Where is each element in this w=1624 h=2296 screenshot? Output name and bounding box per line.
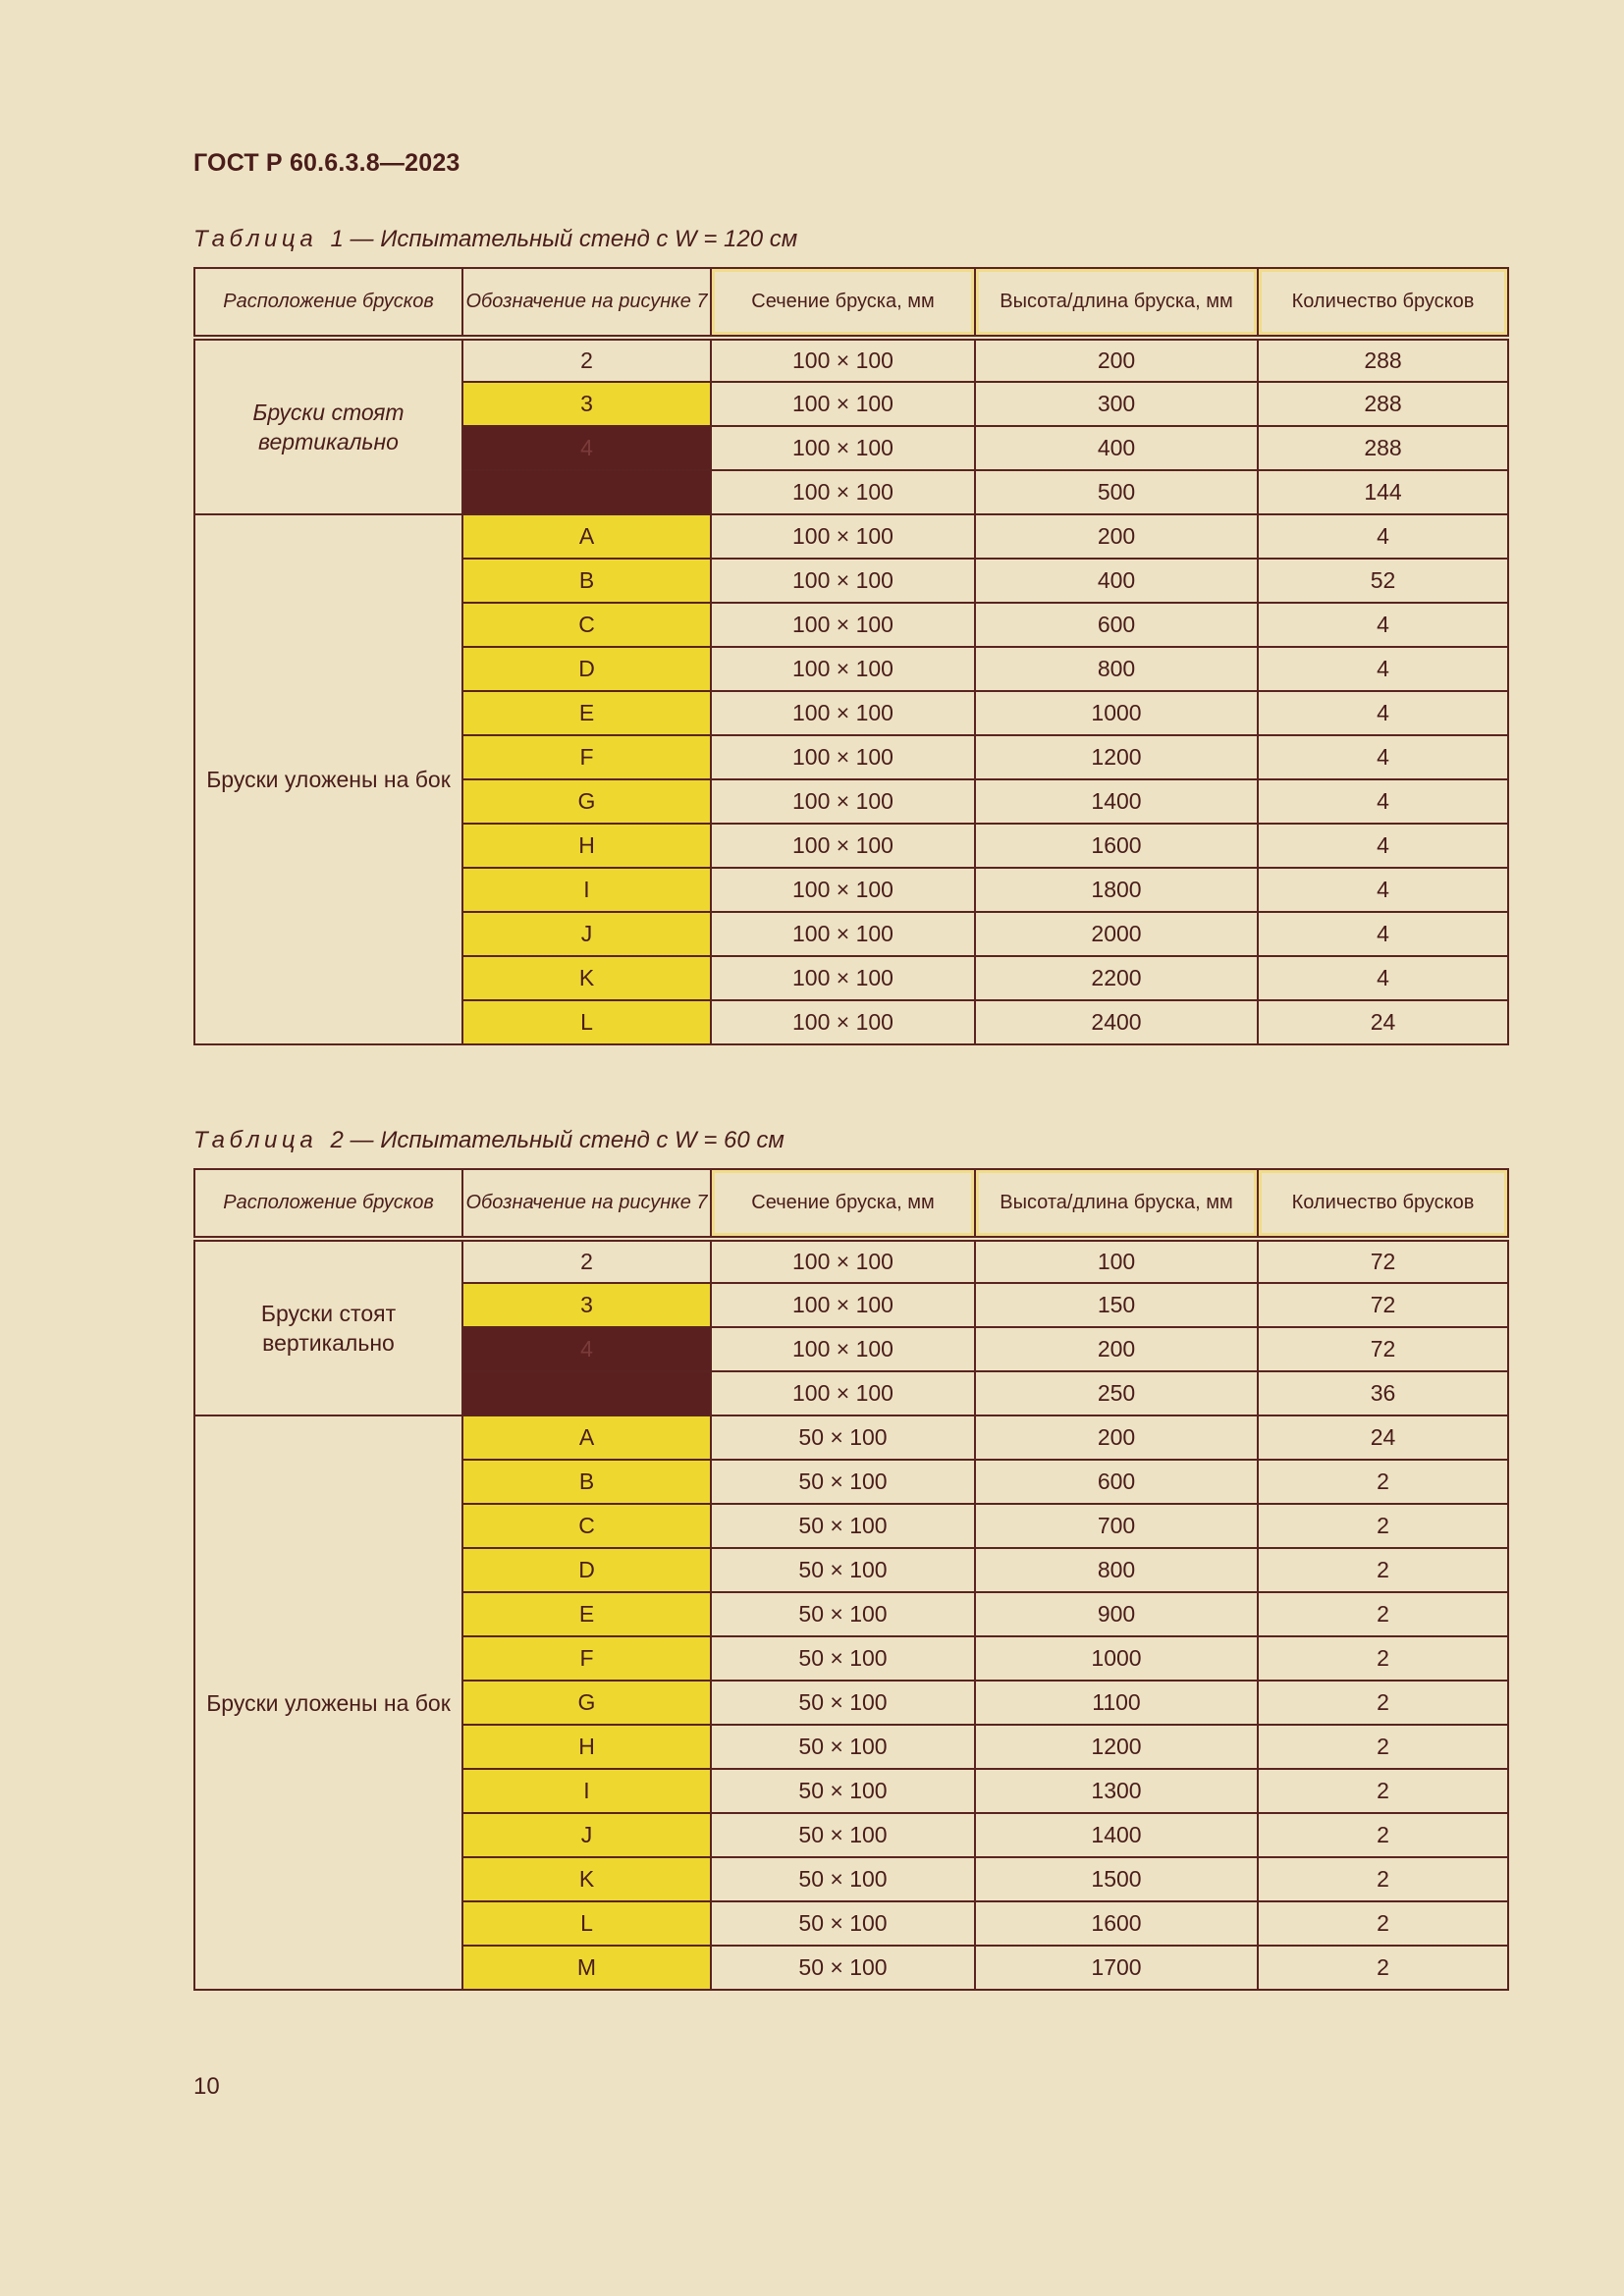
length-cell: 1800 [975, 868, 1258, 912]
designation-cell: L [462, 1000, 711, 1044]
count-cell: 4 [1258, 824, 1508, 868]
section-cell: 50 × 100 [711, 1504, 975, 1548]
designation-cell: G [462, 1681, 711, 1725]
length-cell: 1600 [975, 1901, 1258, 1946]
designation-cell: 2 [462, 1239, 711, 1283]
designation-cell: C [462, 603, 711, 647]
header-count: Количество брусков [1258, 1169, 1508, 1239]
table-row [194, 514, 1508, 559]
length-cell: 1600 [975, 824, 1258, 868]
length-cell: 100 [975, 1239, 1258, 1283]
count-cell: 288 [1258, 382, 1508, 426]
table-1 [193, 267, 1509, 1045]
designation-cell: J [462, 1813, 711, 1857]
document-code: ГОСТ Р 60.6.3.8—2023 [193, 149, 460, 177]
designation-cell: B [462, 559, 711, 603]
designation-cell: K [462, 956, 711, 1000]
count-cell: 2 [1258, 1681, 1508, 1725]
section-cell: 100 × 100 [711, 426, 975, 470]
length-cell: 1200 [975, 735, 1258, 779]
designation-cell: 2 [462, 338, 711, 382]
group-label-cell: Бруски стоят вертикально [194, 1239, 462, 1415]
length-cell: 2000 [975, 912, 1258, 956]
section-cell: 50 × 100 [711, 1592, 975, 1636]
designation-cell: K [462, 1857, 711, 1901]
designation-cell: E [462, 1592, 711, 1636]
designation-cell: 3 [462, 1283, 711, 1327]
length-cell: 1000 [975, 1636, 1258, 1681]
section-cell: 50 × 100 [711, 1636, 975, 1681]
section-cell: 50 × 100 [711, 1946, 975, 1990]
header-designation: Обозначение на рисунке 7 [462, 1169, 711, 1239]
group-label-cell: Бруски уложены на бок [194, 1415, 462, 1990]
count-cell: 2 [1258, 1813, 1508, 1857]
designation-cell: E [462, 691, 711, 735]
length-cell: 200 [975, 338, 1258, 382]
table-row [194, 1239, 1508, 1283]
page-number: 10 [193, 2073, 220, 2100]
section-cell: 100 × 100 [711, 691, 975, 735]
length-cell: 1000 [975, 691, 1258, 735]
section-cell: 100 × 100 [711, 647, 975, 691]
section-cell: 100 × 100 [711, 1327, 975, 1371]
designation-cell: B [462, 1460, 711, 1504]
length-cell: 200 [975, 1327, 1258, 1371]
length-cell: 200 [975, 1415, 1258, 1460]
length-cell: 400 [975, 559, 1258, 603]
length-cell: 1500 [975, 1857, 1258, 1901]
length-cell: 600 [975, 603, 1258, 647]
count-cell: 52 [1258, 559, 1508, 603]
count-cell: 4 [1258, 514, 1508, 559]
table-2-caption-prefix: Таблица [193, 1127, 318, 1153]
designation-cell [462, 470, 711, 514]
count-cell: 4 [1258, 647, 1508, 691]
count-cell: 2 [1258, 1769, 1508, 1813]
designation-cell: A [462, 514, 711, 559]
count-cell: 4 [1258, 691, 1508, 735]
header-bar-position: Расположение брусков [194, 1169, 462, 1239]
group-label-cell: Бруски уложены на бок [194, 514, 462, 1044]
count-cell: 24 [1258, 1415, 1508, 1460]
table-header [194, 1169, 1508, 1239]
section-cell: 50 × 100 [711, 1769, 975, 1813]
section-cell: 50 × 100 [711, 1857, 975, 1901]
count-cell: 288 [1258, 338, 1508, 382]
length-cell: 800 [975, 1548, 1258, 1592]
table-2-caption [193, 1127, 785, 1154]
count-cell: 2 [1258, 1857, 1508, 1901]
section-cell: 100 × 100 [711, 338, 975, 382]
section-cell: 50 × 100 [711, 1548, 975, 1592]
table-row [194, 1415, 1508, 1460]
length-cell: 1700 [975, 1946, 1258, 1990]
designation-cell: D [462, 647, 711, 691]
length-cell: 1400 [975, 1813, 1258, 1857]
count-cell: 2 [1258, 1504, 1508, 1548]
length-cell: 900 [975, 1592, 1258, 1636]
length-cell: 400 [975, 426, 1258, 470]
header-row [194, 1169, 1508, 1239]
count-cell: 24 [1258, 1000, 1508, 1044]
designation-cell: 4 [462, 426, 711, 470]
designation-cell: 3 [462, 382, 711, 426]
count-cell: 4 [1258, 735, 1508, 779]
table-2 [193, 1168, 1509, 1991]
designation-cell: I [462, 868, 711, 912]
designation-cell: M [462, 1946, 711, 1990]
designation-cell: H [462, 824, 711, 868]
length-cell: 500 [975, 470, 1258, 514]
designation-cell: J [462, 912, 711, 956]
count-cell: 72 [1258, 1283, 1508, 1327]
header-count: Количество брусков [1258, 268, 1508, 338]
designation-cell [462, 1371, 711, 1415]
section-cell: 100 × 100 [711, 470, 975, 514]
group-label-cell: Бруски стоят вертикально [194, 338, 462, 514]
designation-cell: F [462, 1636, 711, 1681]
header-section: Сечение бруска, мм [711, 1169, 975, 1239]
header-bar-position: Расположение брусков [194, 268, 462, 338]
designation-cell: F [462, 735, 711, 779]
section-cell: 100 × 100 [711, 1283, 975, 1327]
designation-cell: A [462, 1415, 711, 1460]
length-cell: 1300 [975, 1769, 1258, 1813]
designation-cell: G [462, 779, 711, 824]
count-cell: 2 [1258, 1946, 1508, 1990]
section-cell: 100 × 100 [711, 824, 975, 868]
count-cell: 144 [1258, 470, 1508, 514]
length-cell: 250 [975, 1371, 1258, 1415]
length-cell: 150 [975, 1283, 1258, 1327]
designation-cell: H [462, 1725, 711, 1769]
table-1-caption [193, 226, 797, 253]
table-2-caption-text: 2 — Испытательный стенд с W = 60 см [330, 1127, 785, 1153]
length-cell: 800 [975, 647, 1258, 691]
section-cell: 50 × 100 [711, 1725, 975, 1769]
count-cell: 4 [1258, 912, 1508, 956]
section-cell: 50 × 100 [711, 1901, 975, 1946]
count-cell: 4 [1258, 603, 1508, 647]
count-cell: 4 [1258, 868, 1508, 912]
section-cell: 100 × 100 [711, 1371, 975, 1415]
designation-cell: I [462, 1769, 711, 1813]
header-length: Высота/длина бруска, мм [975, 1169, 1258, 1239]
section-cell: 50 × 100 [711, 1813, 975, 1857]
length-cell: 1400 [975, 779, 1258, 824]
count-cell: 2 [1258, 1725, 1508, 1769]
header-section: Сечение бруска, мм [711, 268, 975, 338]
section-cell: 100 × 100 [711, 1000, 975, 1044]
section-cell: 100 × 100 [711, 603, 975, 647]
section-cell: 100 × 100 [711, 868, 975, 912]
length-cell: 200 [975, 514, 1258, 559]
count-cell: 4 [1258, 956, 1508, 1000]
length-cell: 700 [975, 1504, 1258, 1548]
section-cell: 100 × 100 [711, 779, 975, 824]
header-row [194, 268, 1508, 338]
designation-cell: 4 [462, 1327, 711, 1371]
section-cell: 100 × 100 [711, 956, 975, 1000]
designation-cell: L [462, 1901, 711, 1946]
count-cell: 2 [1258, 1636, 1508, 1681]
count-cell: 2 [1258, 1901, 1508, 1946]
length-cell: 2400 [975, 1000, 1258, 1044]
header-length: Высота/длина бруска, мм [975, 268, 1258, 338]
count-cell: 36 [1258, 1371, 1508, 1415]
count-cell: 2 [1258, 1460, 1508, 1504]
section-cell: 100 × 100 [711, 514, 975, 559]
length-cell: 1100 [975, 1681, 1258, 1725]
count-cell: 2 [1258, 1592, 1508, 1636]
count-cell: 4 [1258, 779, 1508, 824]
designation-cell: D [462, 1548, 711, 1592]
header-designation: Обозначение на рисунке 7 [462, 268, 711, 338]
table-header [194, 268, 1508, 338]
count-cell: 2 [1258, 1548, 1508, 1592]
table-body [194, 1239, 1508, 1990]
section-cell: 100 × 100 [711, 382, 975, 426]
section-cell: 100 × 100 [711, 559, 975, 603]
length-cell: 1200 [975, 1725, 1258, 1769]
length-cell: 300 [975, 382, 1258, 426]
length-cell: 600 [975, 1460, 1258, 1504]
designation-cell: C [462, 1504, 711, 1548]
section-cell: 50 × 100 [711, 1415, 975, 1460]
table-1-caption-text: 1 — Испытательный стенд с W = 120 см [330, 226, 798, 252]
table-row [194, 338, 1508, 382]
section-cell: 100 × 100 [711, 912, 975, 956]
count-cell: 72 [1258, 1327, 1508, 1371]
section-cell: 100 × 100 [711, 1239, 975, 1283]
table-body [194, 338, 1508, 1044]
section-cell: 50 × 100 [711, 1460, 975, 1504]
length-cell: 2200 [975, 956, 1258, 1000]
section-cell: 50 × 100 [711, 1681, 975, 1725]
count-cell: 288 [1258, 426, 1508, 470]
section-cell: 100 × 100 [711, 735, 975, 779]
count-cell: 72 [1258, 1239, 1508, 1283]
table-1-caption-prefix: Таблица [193, 226, 318, 252]
